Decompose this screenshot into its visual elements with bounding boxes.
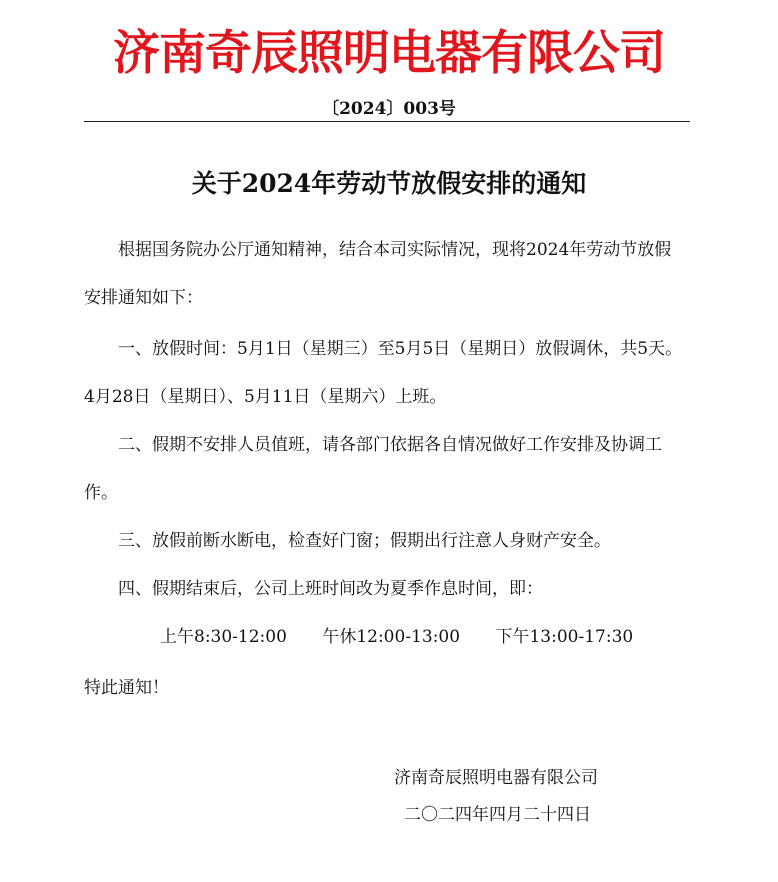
schedule-morning: 上午8:30-12:00 (160, 627, 287, 647)
header-divider (84, 121, 690, 122)
item-3-safety: 三、放假前断水断电，检查好门窗；假期出行注意人身财产安全。 (118, 531, 611, 551)
signature-date: 二〇二四年四月二十四日 (404, 805, 591, 825)
company-header: 济南奇辰照明电器有限公司 (113, 26, 665, 81)
document-number: 〔2024〕003号 (322, 99, 456, 119)
intro-paragraph: 根据国务院办公厅通知精神，结合本司实际情况，现将2024年劳动节放假安排通知如下： (84, 240, 672, 308)
notice-title: 关于2024年劳动节放假安排的通知 (191, 169, 587, 198)
item-2-no-duty: 二、假期不安排人员值班，请各部门依据各自情况做好工作安排及协调工作。 (84, 435, 662, 503)
schedule-afternoon: 下午13:00-17:30 (495, 627, 634, 647)
closing-line: 特此通知！ (84, 678, 169, 698)
item-1-holiday-time: 一、放假时间：5月1日（星期三）至5月5日（星期日）放假调休，共5天。4月28日（星期日）、5月11日（星期六）上班。 (84, 339, 683, 407)
schedule-noon-break: 午休12:00-13:00 (322, 627, 461, 647)
item-4-summer-hours: 四、假期结束后，公司上班时间改为夏季作息时间，即： (118, 579, 543, 599)
signature-company: 济南奇辰照明电器有限公司 (394, 768, 598, 788)
work-schedule (160, 613, 633, 661)
